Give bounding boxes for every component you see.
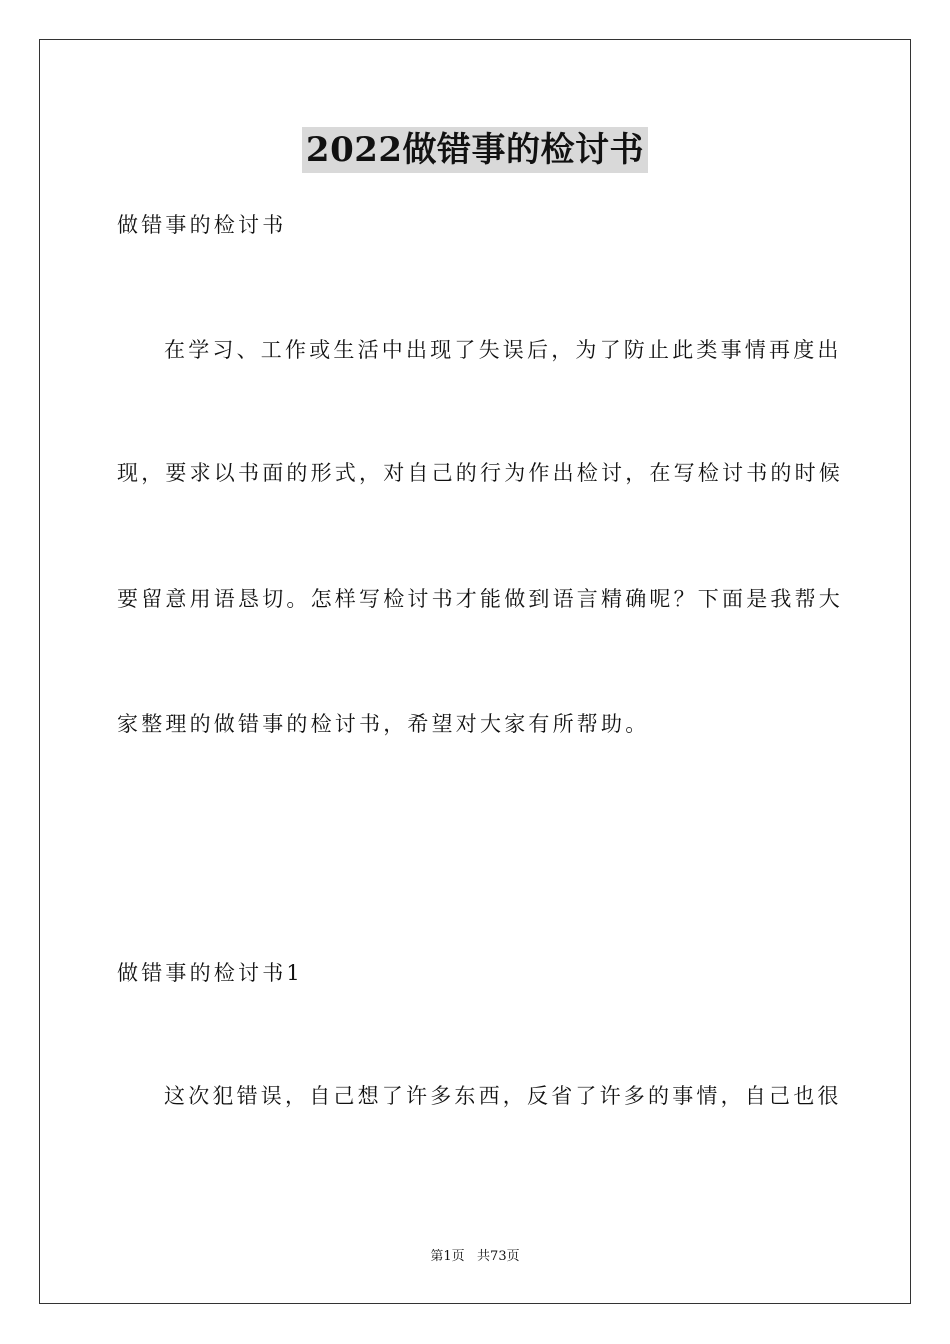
- document-title: 2022做错事的检讨书: [302, 127, 648, 173]
- intro-line-4: 家整理的做错事的检讨书，希望对大家有所帮助。: [117, 712, 650, 736]
- section-line-1: 这次犯错误，自己想了许多东西，反省了许多的事情，自己也很: [164, 1084, 842, 1108]
- title-container: [0, 127, 950, 173]
- intro-line-1: 在学习、工作或生活中出现了失误后，为了防止此类事情再度出: [164, 338, 842, 362]
- document-subtitle: 做错事的检讨书: [117, 213, 287, 237]
- intro-line-3: 要留意用语恳切。怎样写检讨书才能做到语言精确呢？下面是我帮大: [117, 587, 843, 611]
- page-footer: 第1页 共73页: [430, 1249, 520, 1264]
- section-heading: 做错事的检讨书1: [117, 961, 303, 985]
- intro-line-2: 现，要求以书面的形式，对自己的行为作出检讨，在写检讨书的时候: [117, 461, 843, 485]
